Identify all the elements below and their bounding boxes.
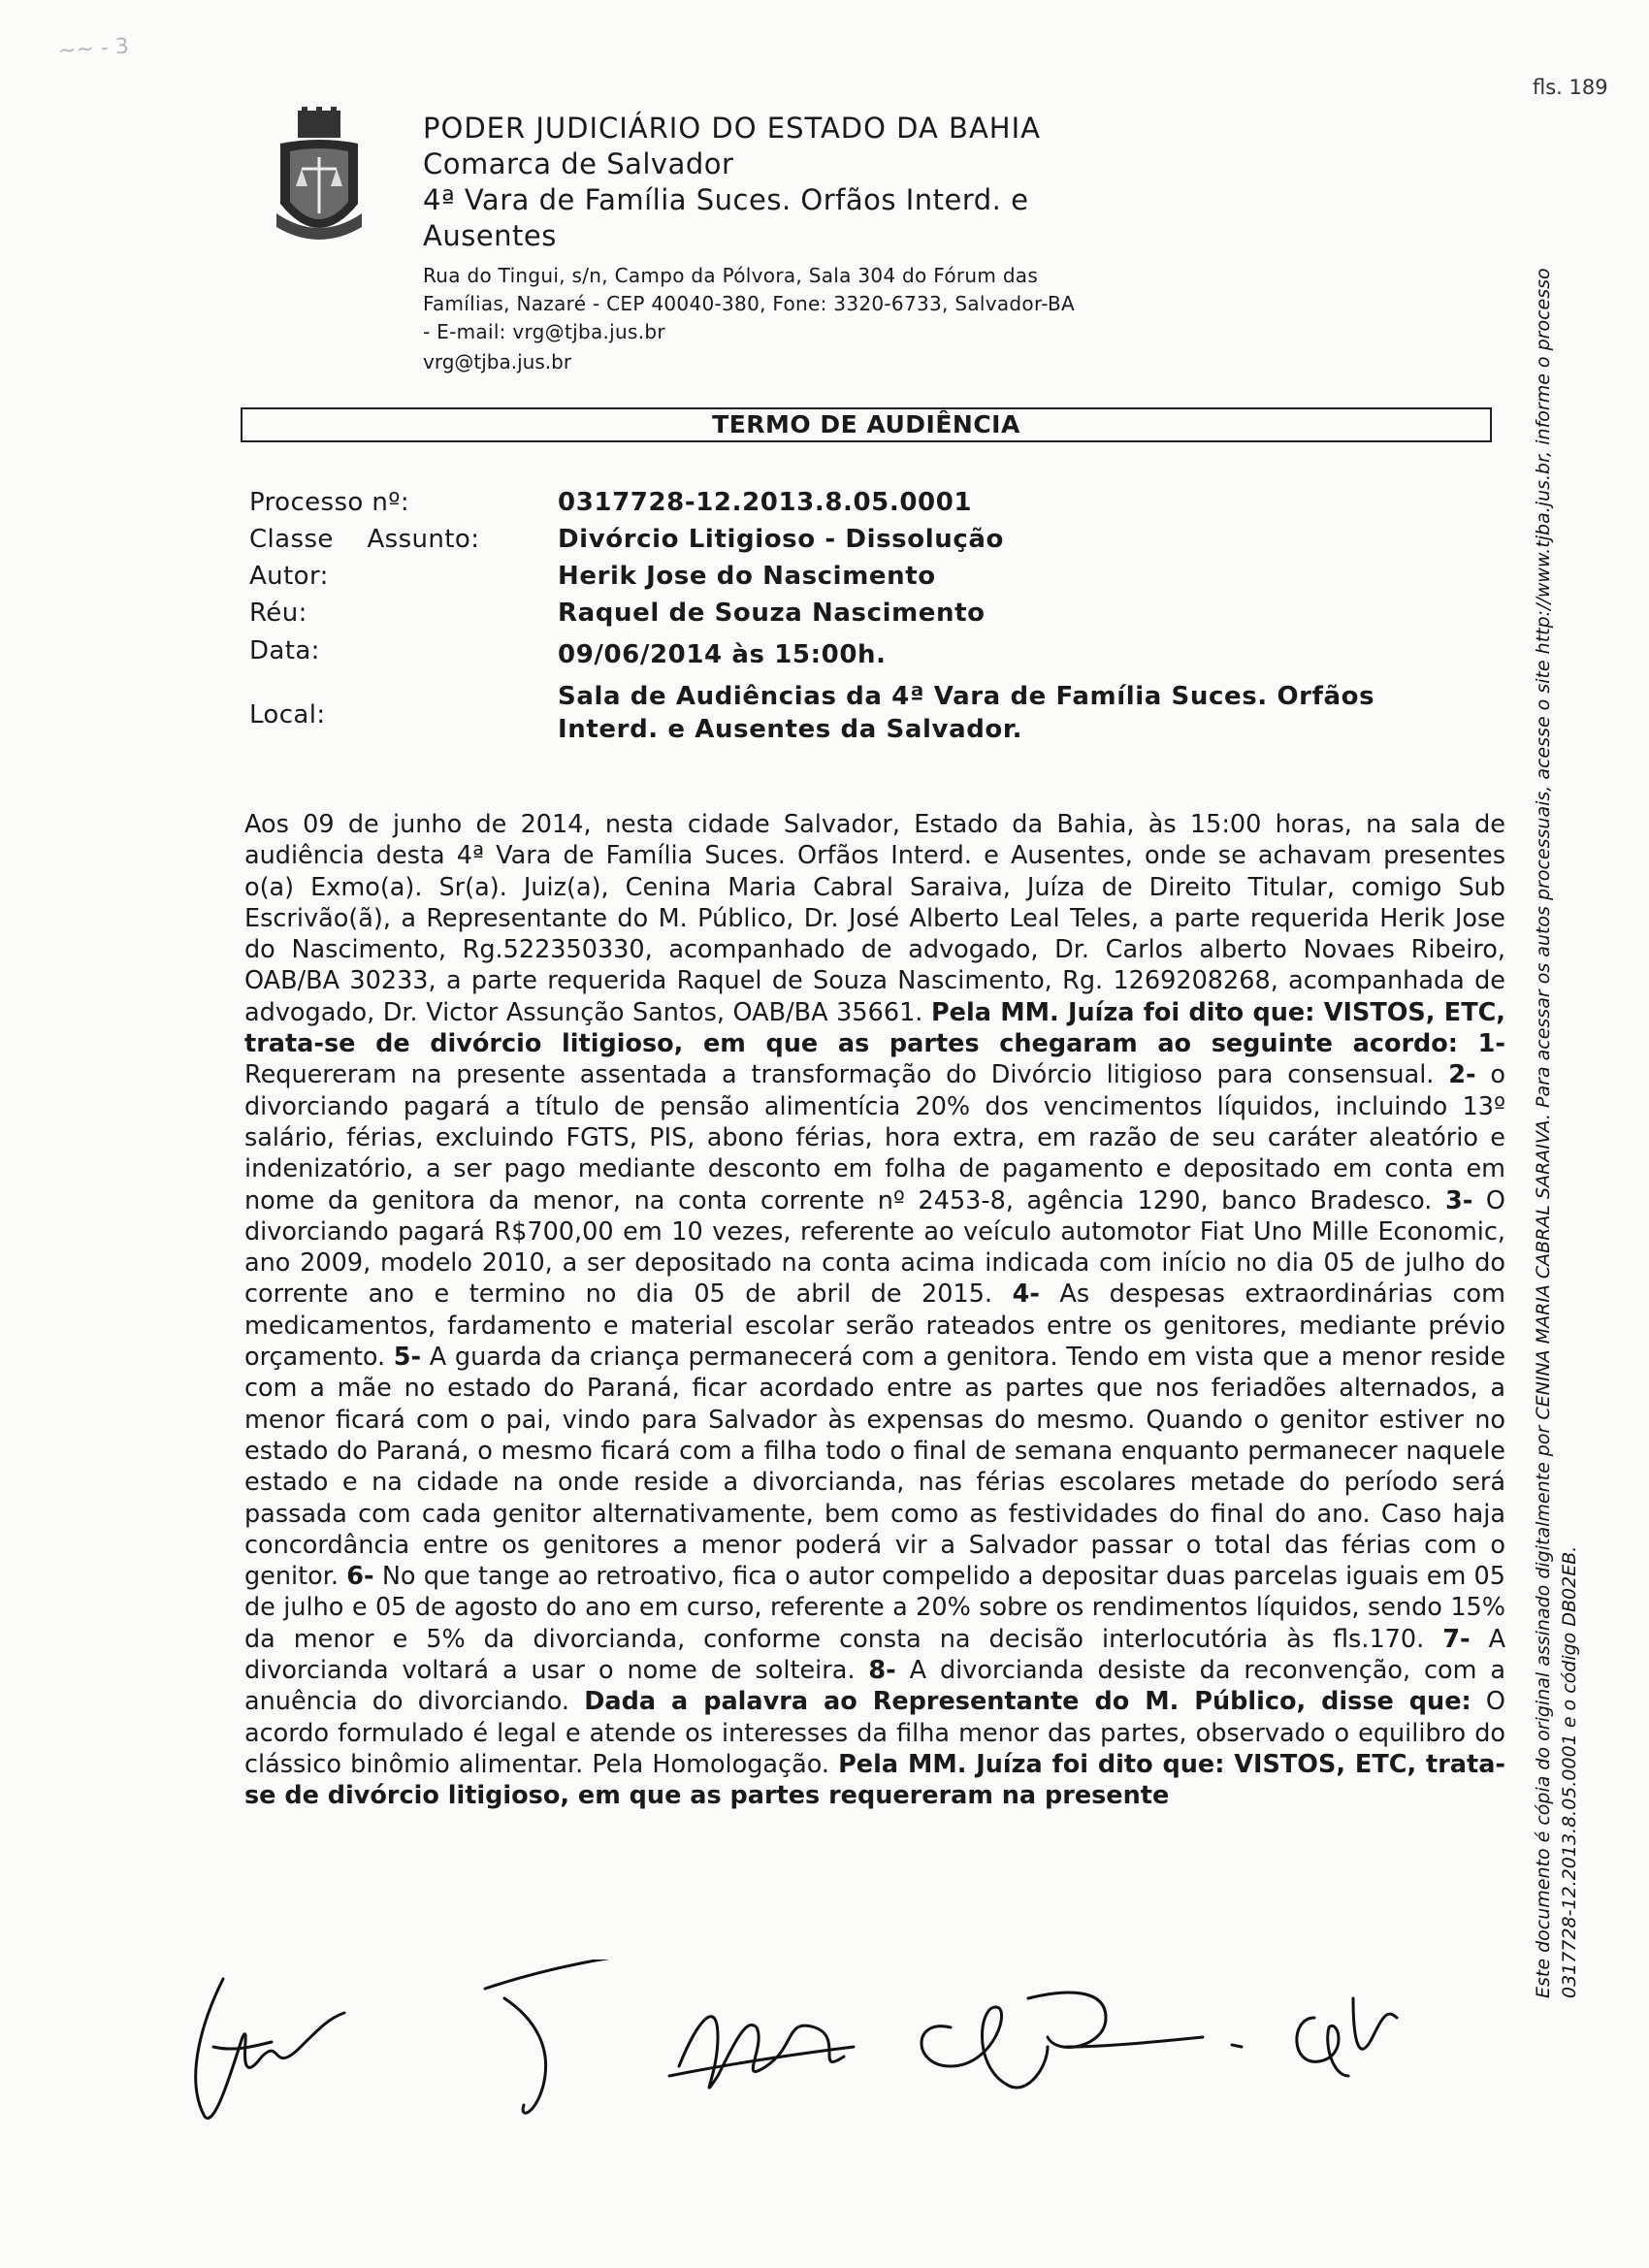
body-text: Requereram na presente assentada a transformação do Divórcio litigioso para consensual. bbox=[244, 1060, 1435, 1090]
vara-name-line1: 4ª Vara de Família Suces. Orfãos Interd. e bbox=[423, 183, 1029, 216]
reu-label: Réu: bbox=[249, 599, 307, 628]
classe-label: Classe Assunto: bbox=[249, 525, 480, 554]
signature-1 bbox=[196, 1979, 344, 2119]
signature-3 bbox=[669, 2017, 854, 2088]
local-line2: Interd. e Ausentes da Salvador. bbox=[558, 715, 1023, 744]
body-text: No que tange ao retroativo, fica o autor compelido a depositar duas parcelas iguais em 05 de julho e 05 de agosto do ano em curso, referente a 20% sobre os rendimentos líquidos, sendo 15% da menor e 5% da divorcianda, conforme consta na decisão interlocutória às fls.170. bbox=[244, 1562, 1506, 1654]
court-name: PODER JUDICIÁRIO DO ESTADO DA BAHIA bbox=[423, 112, 1041, 145]
autor-label: Autor: bbox=[249, 562, 329, 591]
processo-value: 0317728-12.2013.8.05.0001 bbox=[558, 488, 973, 517]
vara-name-line2: Ausentes bbox=[423, 219, 557, 252]
body-text: o divorciando pagará a título de pensão alimentícia 20% dos vencimentos líquidos, incluindo 13º salário, férias, excluindo FGTS, PIS, abono férias, hora extra, em razão de seu caráter aleatório e indenizatório, a ser pago mediante desconto em folha de pagamento e depositado em conta em nome da genitora da menor, na conta corrente nº 2453-8, agência 1290, banco Bradesco. bbox=[244, 1060, 1505, 1215]
data-label: Data: bbox=[249, 636, 320, 665]
autor-value: Herik Jose do Nascimento bbox=[558, 562, 936, 591]
local-line1: Sala de Audiências da 4ª Vara de Família Suces. Orfãos bbox=[558, 682, 1375, 711]
signature-2 bbox=[485, 1960, 679, 2113]
page-number: fls. 189 bbox=[1533, 76, 1608, 99]
body-text: O acordo formulado é legal e atende os interesses da filha menor das partes, observado o equilibro do clássico binômio alimentar. Pela Homologação. bbox=[244, 1687, 1505, 1779]
address-line3: - E-mail: vrg@tjba.jus.br bbox=[423, 320, 665, 343]
body-bold: 8- bbox=[868, 1656, 896, 1686]
signature-4 bbox=[922, 1993, 1242, 2088]
signatures bbox=[175, 1960, 1436, 2154]
court-email: vrg@tjba.jus.br bbox=[423, 350, 572, 373]
reu-value: Raquel de Souza Nascimento bbox=[558, 599, 986, 628]
body-bold: 6- bbox=[346, 1562, 374, 1592]
local-label: Local: bbox=[249, 700, 326, 729]
body-text: A divorcianda voltará a usar o nome de solteira. bbox=[244, 1624, 1506, 1686]
hearing-body bbox=[244, 809, 1505, 1812]
signature-5 bbox=[1297, 1998, 1397, 2076]
corner-mark: ~~ - 3 bbox=[57, 34, 130, 64]
body-text: O divorciando pagará R$700,00 em 10 vezes, referente ao veículo automotor Fiat Uno Mille Economic, ano 2009, modelo 2010, a ser depositado na conta acima indicada com início no dia 05 de julho do corrente ano e termino no dia 05 de abril de 2015. bbox=[244, 1185, 1505, 1310]
body-bold: 4- bbox=[1012, 1280, 1040, 1310]
body-bold: Pela MM. Juíza foi dito que: VISTOS, ETC, trata-se de divórcio litigioso, em que as partes requereram na presente bbox=[244, 1749, 1505, 1811]
body-bold: 7- bbox=[1442, 1624, 1471, 1654]
data-value: 09/06/2014 às 15:00h. bbox=[558, 640, 887, 669]
body-text: A divorcianda desiste da reconvenção, com a anuência do divorciando. bbox=[244, 1656, 1505, 1717]
address-line1: Rua do Tingui, s/n, Campo da Pólvora, Sala 304 do Fórum das bbox=[423, 264, 1039, 287]
local-value bbox=[558, 680, 1431, 746]
body-text: As despesas extraordinárias com medicamentos, fardamento e material escolar serão rateados entre os genitores, mediante prévio orçamento. bbox=[244, 1280, 1505, 1373]
digital-signature-note: Este documento é cópia do original assinado digitalmente por CENINA MARIA CABRAL SARAIVA. Para acessar os autos processuais, acesse o site http://www.tjba.jus.br, informe o processo 0317728-12.2013.8.05.0001 e o código DB02EB. bbox=[1533, 268, 1580, 1998]
comarca-name: Comarca de Salvador bbox=[423, 147, 734, 180]
address-line2: Famílias, Nazaré - CEP 40040-380, Fone: 3320-6733, Salvador-BA bbox=[423, 292, 1076, 315]
classe-value: Divórcio Litigioso - Dissolução bbox=[558, 525, 1004, 554]
body-bold: 2- bbox=[1448, 1060, 1476, 1090]
document-title: TERMO DE AUDIÊNCIA bbox=[241, 407, 1492, 442]
body-text: A guarda da criança permanecerá com a genitora. Tendo em vista que a menor reside com a mãe no estado do Paraná, ficar acordado entre as partes que nos feriadões alternados, a menor ficará com o pai, vindo para Salvador às expensas do mesmo. Quando o genitor estiver no estado do Paraná, o mesmo ficará com a filha todo o final de semana enquanto permanecer naquele estado e na cidade na onde reside a divorcianda, nas férias escolares metade do período será passada com cada genitor alternativamente, bem como as festividades do final do ano. Caso haja concordância entre os genitores a menor poderá vir a Salvador passar o total das férias com o genitor. bbox=[244, 1343, 1506, 1592]
court-address bbox=[423, 262, 1180, 346]
court-header bbox=[423, 111, 1180, 376]
body-bold: 3- bbox=[1444, 1185, 1473, 1215]
processo-label: Processo nº: bbox=[249, 488, 410, 517]
body-text: Aos 09 de junho de 2014, nesta cidade Salvador, Estado da Bahia, às 15:00 horas, na sala de audiência desta 4ª Vara de Família Suces. Orfãos Interd. e Ausentes, onde se achavam presentes o(a) Exmo(a). Sr(a). Juiz(a), Cenina Maria Cabral Saraiva, Juíza de Direito Titular, comigo Sub Escrivão(ã), a Representante do M. Público, Dr. José Alberto Leal Teles, a parte requerida Herik Jose do Nascimento, Rg.522350330, acompanhado de advogado, Dr. Carlos alberto Novaes Ribeiro, OAB/BA 30233, a parte requerida Raquel de Souza Nascimento, Rg. 1269208268, acompanhada de advogado, Dr. Victor Assunção Santos, OAB/BA 35661. bbox=[244, 810, 1505, 1027]
body-bold: Pela MM. Juíza foi dito que: VISTOS, ETC, trata-se de divórcio litigioso, em que as partes chegaram ao seguinte acordo: 1- bbox=[244, 997, 1505, 1059]
coat-of-arms-icon bbox=[276, 107, 362, 252]
body-bold: Dada a palavra ao Representante do M. Público, disse que: bbox=[584, 1687, 1471, 1717]
body-bold: 5- bbox=[393, 1343, 422, 1373]
